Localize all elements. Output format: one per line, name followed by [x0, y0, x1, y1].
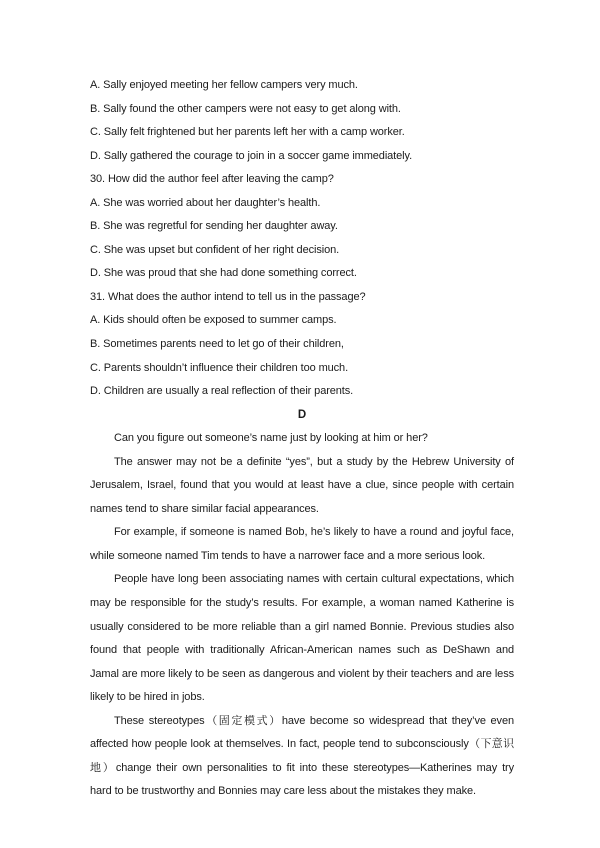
question-option: B. She was regretful for sending her daughter away.: [90, 220, 338, 233]
question-option: B. Sometimes parents need to let go of their children,: [90, 338, 344, 351]
passage-paragraph: Can you figure out someone’s name just by looking at him or her?: [114, 432, 428, 445]
passage-paragraph: These stereotypes（固定模式）have become so widespread that they’ve even affected how people look at themselves. In fact, people tend to subconsciously（下意识地）change their own personalities to fit into these stereotypes—Katherines may try hard to be trustworthy and Bonnies may care less about the mistakes they make.: [90, 714, 514, 798]
question-option: A. She was worried about her daughter’s health.: [90, 196, 321, 209]
question-stem: 30. How did the author feel after leaving the camp?: [90, 173, 334, 186]
question-option: C. She was upset but confident of her right decision.: [90, 243, 340, 256]
question-option: C. Parents shouldn’t influence their children too much.: [90, 361, 349, 374]
question-option: C. Sally felt frightened but her parents left her with a camp worker.: [90, 126, 405, 139]
question-option: D. Sally gathered the courage to join in a soccer game immediately.: [90, 149, 413, 162]
passage-paragraph: People have long been associating names with certain cultural expectations, which may be responsible for the study’s results. For example, a woman named Katherine is usually considered to be more reliable than a girl named Bonnie. Previous studies also found that people with traditionally African-American names such as DeShawn and Jamal are more likely to be seen as dangerous and violent by their teachers and are less likely to be hired in jobs.: [90, 573, 514, 704]
passage-paragraph: For example, if someone is named Bob, he’s likely to have a round and joyful face, while someone named Tim tends to have a narrower face and a more serious look.: [90, 526, 514, 562]
question-option: D. She was proud that she had done something correct.: [90, 267, 357, 280]
section-label: D: [297, 408, 307, 421]
question-option: B. Sally found the other campers were not easy to get along with.: [90, 102, 401, 115]
question-option: D. Children are usually a real reflection of their parents.: [90, 385, 354, 398]
question-option: A. Kids should often be exposed to summer camps.: [90, 314, 337, 327]
question-stem: 31. What does the author intend to tell us in the passage?: [90, 290, 366, 303]
question-option: A. Sally enjoyed meeting her fellow campers very much.: [90, 79, 358, 91]
document-content: [90, 74, 514, 804]
passage-paragraph: The answer may not be a definite “yes”, but a study by the Hebrew University of Jerusalem, Israel, found that you would at least have a clue, since people with certain names tend to share similar facial appearances.: [90, 455, 514, 515]
